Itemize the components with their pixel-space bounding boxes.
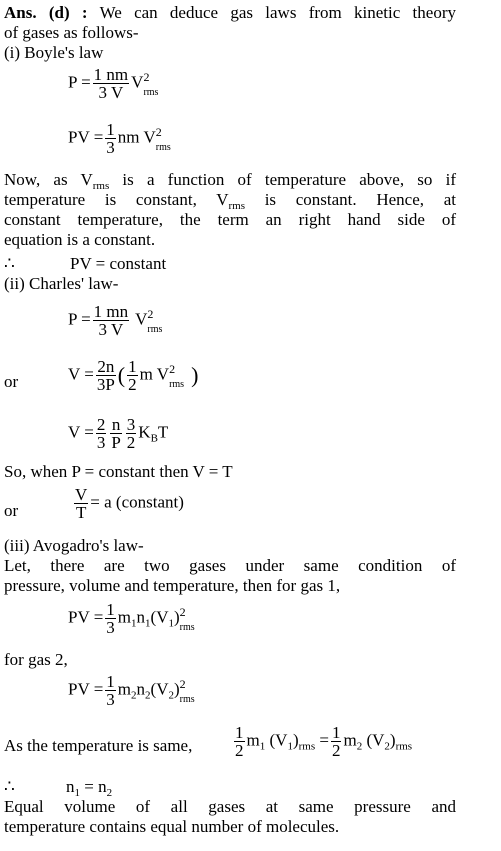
answer-label: Ans. (d) :	[4, 3, 88, 22]
charles-or-1: or	[4, 372, 19, 391]
boyle-heading: (i) Boyle's law	[4, 43, 104, 62]
boyle-equation-2: PV = $\frac{1}{3}$ nm V 2 rms	[68, 120, 171, 157]
intro-line-1: Ans. (d) : We can deduce gas laws from kinetic theory	[4, 3, 456, 22]
charles-equation-2: V = $\frac{2n}{3P}$ ( $\frac{1}{2}$ m V 2 rms )	[68, 357, 199, 394]
boyle-para-line-4: equation is a constant.	[4, 230, 156, 249]
avogadro-result: $n_1 = n_2$	[66, 777, 113, 799]
charles-heading: (ii) Charles' law-	[4, 274, 119, 293]
charles-or-2: or	[4, 501, 19, 520]
avogadro-para-line-1: Let, there are two gases under same condition of	[4, 556, 456, 575]
avogadro-heading: (iii) Avogadro's law-	[4, 536, 144, 555]
boyle-conclusion: PV = constant	[70, 254, 167, 273]
avogadro-therefore-symbol: ∴	[4, 777, 15, 796]
avogadro-equation-1: PV = $\frac{1}{3}$ $m_1n_1(V_1)$ 2 rms	[68, 600, 195, 637]
charles-so-line: So, when P = constant then V = T	[4, 462, 233, 481]
intro-line-2: of gases as follows-	[4, 23, 139, 42]
boyle-para-line-3: constant temperature, the term an right hand side of	[4, 210, 456, 229]
avogadro-gas2-label: for gas 2,	[4, 650, 68, 669]
charles-equation-1: P = $\frac{1 mn}{3 V}$ V 2 rms	[68, 302, 163, 339]
avogadro-equation-2: PV = $\frac{1}{3}$ $m_2n_2(V_2)$ 2 rms	[68, 672, 195, 709]
avogadro-final-line-2: temperature contains equal number of molecules.	[4, 817, 340, 836]
avogadro-temp-equation: $\frac{1}{2}$ $m_1$ $(V_1)_{rms}$ = $\frac{1}{2}$ $m_2$ $(V_2)_{rms}$	[235, 723, 413, 760]
boyle-therefore-symbol: ∴	[4, 254, 15, 273]
avogadro-final-line-1: Equal volume of all gases at same pressure and	[4, 797, 456, 816]
avogadro-para-line-2: pressure, volume and temperature, then for gas 1,	[4, 576, 341, 595]
charles-equation-3: V = $\frac{2}{3}$ $\frac{n}{P}$ $\frac{3}{2}$ $K_BT$	[68, 415, 169, 452]
boyle-para-line-2: temperature is constant, $V_{rms}$ is constant. Hence, at	[4, 190, 456, 212]
boyle-para-line-1: Now, as $V_{rms}$ is a function of temperature above, so if	[4, 170, 456, 192]
boyle-equation-1: P = $\frac{1 nm}{3 V}$ V 2 rms	[68, 65, 159, 102]
charles-equation-4: $\frac{V}{T}$ = a (constant)	[75, 485, 184, 522]
avogadro-temp-text: As the temperature is same,	[4, 736, 193, 755]
